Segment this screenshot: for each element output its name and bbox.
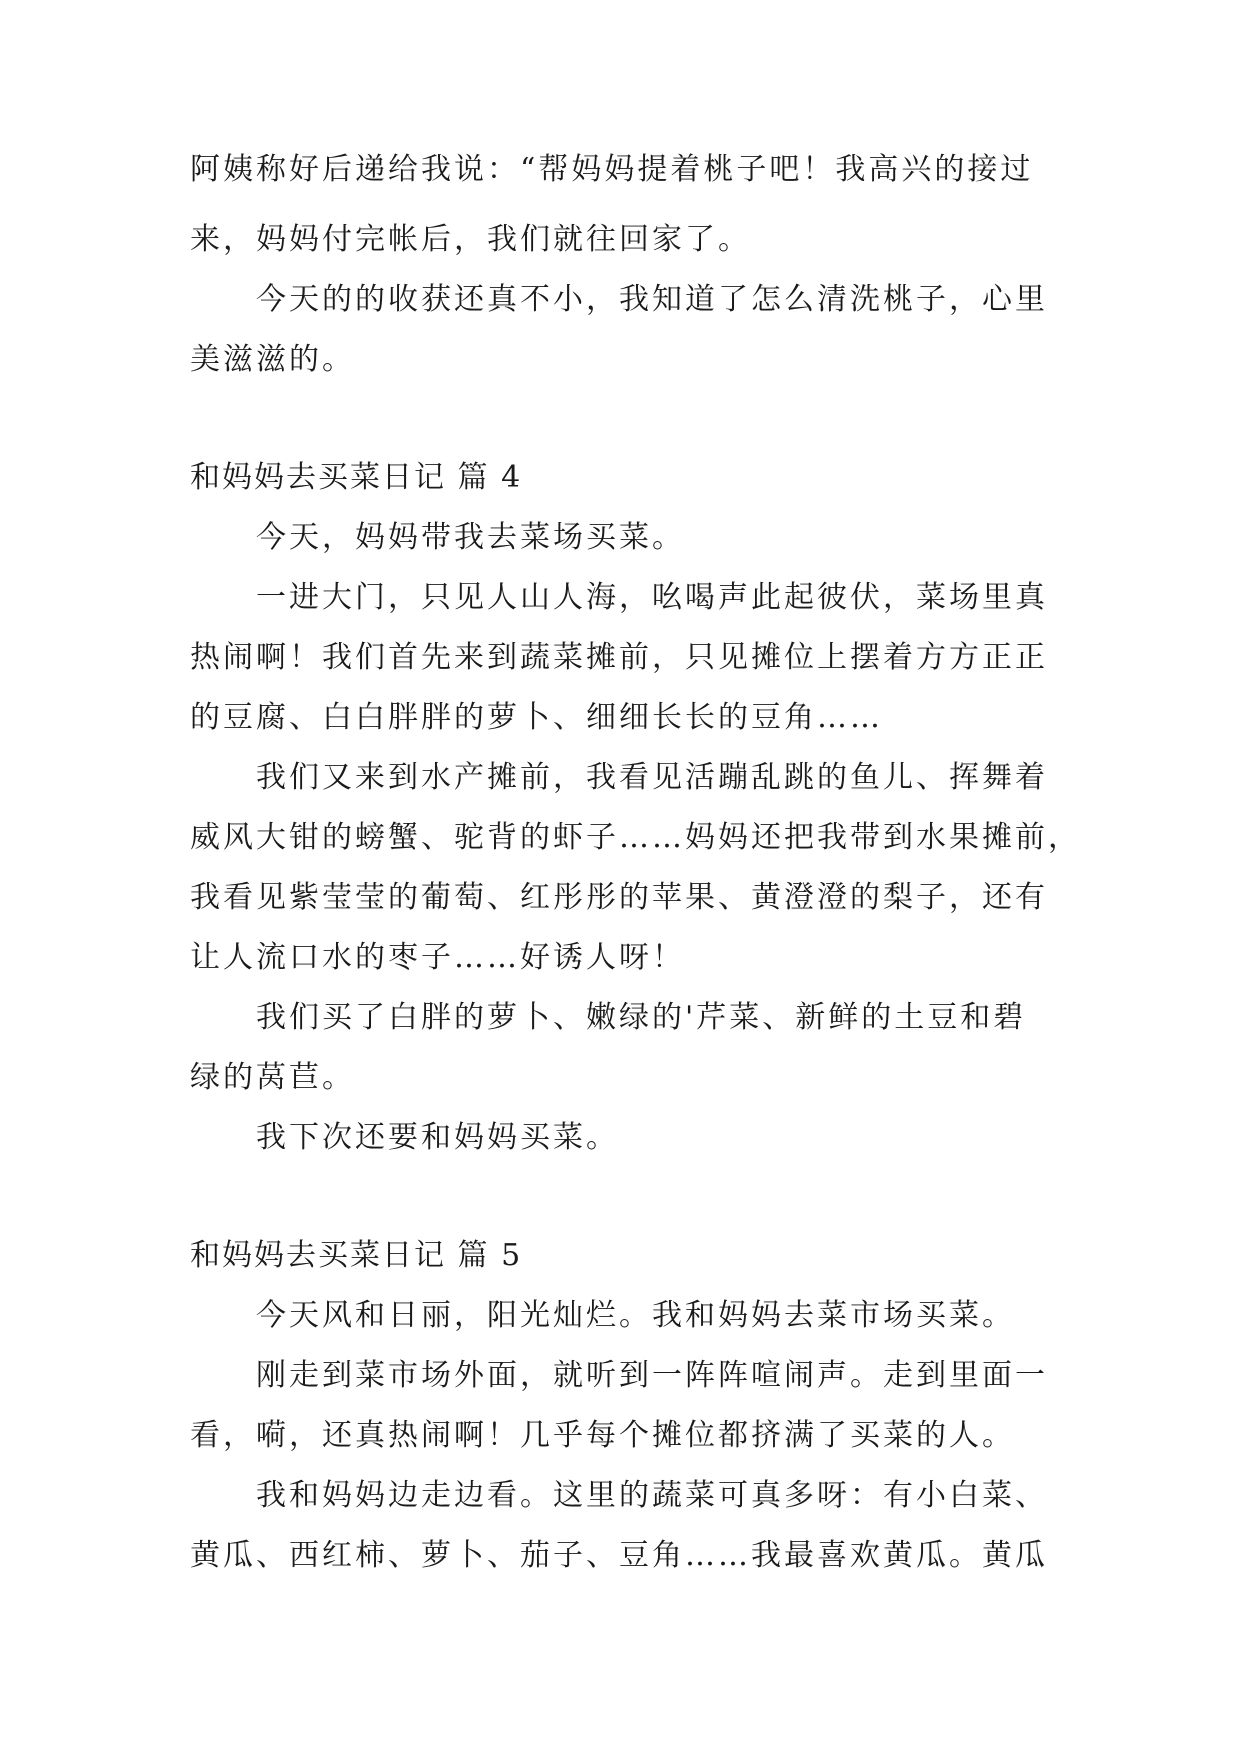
text-line: 威风大钳的螃蟹、驼背的虾子……妈妈还把我带到水果摊前， xyxy=(190,820,1081,855)
text-line: 我和妈妈边走边看。这里的蔬菜可真多呀：有小白菜、 xyxy=(256,1478,1048,1513)
section-heading: 和妈妈去买菜日记 篇 4 xyxy=(190,460,523,495)
text-line: 今天风和日丽，阳光灿烂。我和妈妈去菜市场买菜。 xyxy=(256,1298,1015,1333)
text-line: 绿的莴苣。 xyxy=(190,1060,355,1095)
text-line: 热闹啊！我们首先来到蔬菜摊前，只见摊位上摆着方方正正 xyxy=(190,640,1048,675)
text-line: 的豆腐、白白胖胖的萝卜、细细长长的豆角…… xyxy=(190,700,883,735)
text-line: 黄瓜、西红柿、萝卜、茄子、豆角……我最喜欢黄瓜。黄瓜 xyxy=(190,1538,1048,1573)
text-line: 来，妈妈付完帐后，我们就往回家了。 xyxy=(190,222,751,257)
text-line: 美滋滋的。 xyxy=(190,342,355,377)
text-line: 我们买了白胖的萝卜、嫩绿的'芹菜、新鲜的土豆和碧 xyxy=(256,1000,1027,1035)
text-line: 我下次还要和妈妈买菜。 xyxy=(256,1120,619,1155)
text-line: 我们又来到水产摊前，我看见活蹦乱跳的鱼儿、挥舞着 xyxy=(256,760,1048,795)
text-line: 今天，妈妈带我去菜场买菜。 xyxy=(256,520,685,555)
text-line: 让人流口水的枣子……好诱人呀！ xyxy=(190,940,685,975)
section-heading: 和妈妈去买菜日记 篇 5 xyxy=(190,1238,523,1273)
text-line: 我看见紫莹莹的葡萄、红彤彤的苹果、黄澄澄的梨子，还有 xyxy=(190,880,1048,915)
text-line: 看，嗬，还真热闹啊！几乎每个摊位都挤满了买菜的人。 xyxy=(190,1418,1015,1453)
text-line: 今天的的收获还真不小，我知道了怎么清洗桃子，心里 xyxy=(256,282,1048,317)
text-line: 刚走到菜市场外面，就听到一阵阵喧闹声。走到里面一 xyxy=(256,1358,1048,1393)
text-line: 阿姨称好后递给我说：“帮妈妈提着桃子吧！我高兴的接过 xyxy=(190,152,1034,187)
text-line: 一进大门，只见人山人海，吆喝声此起彼伏，菜场里真 xyxy=(256,580,1048,615)
